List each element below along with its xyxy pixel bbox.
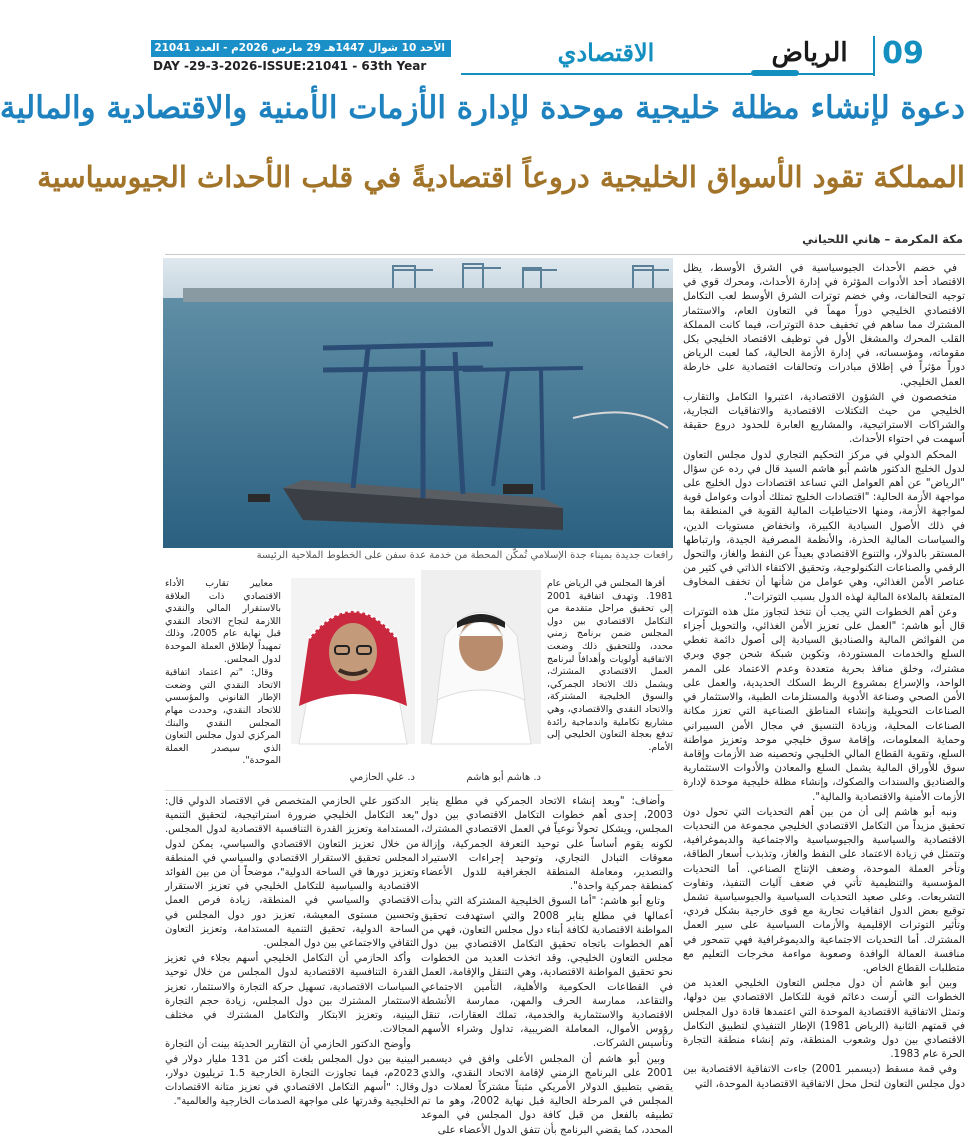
section-title: الاقتصادي [557,38,655,67]
paragraph: أقرها المجلس في الرياض عام 1981. وتهدف اتفاقية 2001 إلى تحقيق مراحل متقدمة من التكامل الاقتصادي بين دول المجلس ضمن برنامج زمني محدد، وللتحقيق ذلك وضعت الاتفاقية أولويات وأهدافاً لبرنامج العمل الاقتصادي المشترك، ويشمل ذلك الاتحاد الجمركي، والسوق الخليجية المشتركة، والاتحاد النقدي والاقتصادي، وهي مشاريع تكاملية واندماجية رائدة تدفع بعجلة التعاون الخليجي إلى الأمام. [547,578,673,753]
paragraph: متخصصون في الشؤون الاقتصادية، اعتبروا التكامل والتقارب الخليجي من حيث التكتلات الاقتصادية والاتفاقيات التجارية، والشراكات الاستراتيجية، والمشاريع العابرة للحدود دروع حقيقة أسهمت في احتواء الأحداث. [683,391,965,446]
portrait-caption: د. هاشم أبو هاشم [466,772,541,783]
newspaper-logo: الرياض [771,38,848,68]
article-column-middle-lower [421,795,673,1136]
paragraph: الدكتور علي الحازمي المتخصص في الاقتصاد الدولي قال: "يعد التكامل الخليجي ضرورة استراتيجية، لتحقيق التنمية المستدامة وتعزيز القدرة التنافسية الاقتصادية لدول المجلس. من خلال تعزيز التعاون الاقتصادي والسياسي، يمكن لدول المجلس تحقيق الاستقرار الاقتصادي والسياسي في المنطقة وتعزيز دورها في الساحة الدولية"، موضحاً أن من بين الفوائد الاقتصادية والسياسية للتكامل الخليجي في تعزيز الاستقرار الاقتصادي والسياسي في المنطقة، زيادة فرص العمل وتحسين مستوى المعيشة، تعزيز دور دول المجلس في الساحة الدولية، تحقيق التنمية المستدامة، وتعزيز التعاون الثقافي والاجتماعي بين دول المجلس. [165,796,419,950]
article-column-right [683,262,965,1090]
byline: مكة المكرمة – هاني اللحياني [802,232,963,246]
photo-caption: رافعات جديدة بميناء جدة الإسلامي تُمكّن المحطة من خدمة عدة سفن على الخطوط الملاحية الرئيسة [256,550,673,561]
section-divider [165,790,673,791]
portrait-hashem-abu-hashem [421,570,541,744]
paragraph: وبين أبو هاشم أن دول مجلس التعاون الخليجي العديد من الخطوات التي أرست دعائم قوية للتكامل الاقتصادي بين دولها، وتمثل الاتفاقية الاقتصادية الموحدة التي اعتمدها قادة دول المجلس في قمتهم الثانية (الرياض 1981) الإطار التنفيذي لتطبيق التكامل الاقتصادي بين دول وشعوب المنطقة، وتم إنشاء منطقة التجارة الحرة عام 1983. [683,978,965,1061]
logo-accent-mark [751,70,799,76]
portrait-caption: د. علي الحازمي [349,772,415,783]
paragraph: وأكد الحازمي أن التكامل الخليجي أسهم بجلاء في تعزيز القدرة التنافسية الاقتصادية لدول المجلس من خلال توحيد السياسات الاقتصادية، تسهيل حركة التجارة والاستثمار، تعزيز الاستثمار المشترك بين دول المجلس، زيادة حجم التجارة البينية، وتعزيز الابتكار والتكامل المشترك في مختلف المجالات. [165,953,419,1036]
date-line-english: DAY -29-3-2026-ISSUE:21041 - 63th Year [153,59,427,73]
page-number: 09 [873,36,931,76]
port-cranes-photo [163,258,673,548]
paragraph: في خضم الأحداث الجيوسياسية في الشرق الأوسط، يظل الاقتصاد أحد الأدوات المؤثرة في إدارة الأحداث، ومحرك قوي في توجيه التحالفات، وفي خضم توترات الشرق الأوسط لعب التكامل الاقتصادي الخليجي دوراً مهماً في التعاون العام، والاستثمار المشترك مما ساهم في تخفيف حدة التوترات، فيما كانت المملكة القلب المحرك والمشغل الأول في توظيف الاقتصاد الخليجي بكل مقوماته، ومؤسساته، في إدارة الأزمة الحالية، كما لعبت الرياض دوراً مؤثراً في إطلاق مبادرات وتحالفات اقتصادية على خارطة العمل الخليجي. [683,263,965,388]
paragraph: وبين أبو هاشم أن المجلس الأعلى وافق في ديسمبر 2001 على البرنامج الزمني لإقامة الاتحاد النقدي، والذي يقضي بتطبيق الدولار الأمريكي مثبتاً مشتركاً لعملات دول المجلس في المرحلة الحالية قبل نهاية 2002، وهو ما تم تطبيقه بالفعل من قبل كافة دول المجلس في الموعد المحدد، كما يقضي البرنامج بأن تتفق الدول الأعضاء على [421,1053,673,1136]
article-column-left-top [165,578,281,788]
paragraph: وفي قمة مسقط (ديسمبر 2001) جاءت الاتفاقية الاقتصادية بين دول مجلس التعاون لتحل محل الاتفاقية الاقتصادية الموحدة، التي [683,1064,965,1090]
paragraph: وقال: "تم اعتماد اتفاقية الاتحاد النقدي التي وضعت الإطار القانوني والمؤسسي للاتحاد النقدي، وحددت مهام المجلس النقدي والبنك المركزي لدول مجلس التعاون الذي سيصدر العملة الموحدة". [165,667,281,767]
paragraph: وعن أهم الخطوات التي يجب أن تتخذ لتجاوز مثل هذه التوترات قال أبو هاشم: "العمل على تعزيز الأمن الغذائي، والتحويل أجزاء من الفوائض المالية والصناديق السيادية إلى أصول دائمة تغطي السلع والخدمات المستوردة، وتكوين شبكة شحن جوي وبري مشترك، وخلق منافذ بحرية متعددة وعدم الاعتماد على الممر الواحد، والإسراع بمشروع الربط السكك الحديدية، والعمل على الأمن الصحي وصناعة الأدوية والمستلزمات الطبية، والاستثمار في الصناعات التحويلية وإنشاء المناطق الصناعية التي تعزز مكانة الصناعات المحلية، وزيادة التنسيق في مجال الأمن السيبراني وحماية المعلومات، وإقامة سوق خليجي موحد وتعزيز مواطنة السلع، وتقوية القطاع المالي الخليجي وتحصينه ضد الأزمات وإقامة سوق للأوراق المالية يشمل السلع والمعادن والأدوات الاستثمارية والصناديق والسندات والصكوك، وإنشاء مظلة خليجية موحدة لإدارة الأزمات الأمنية والاقتصادية والمالية". [683,606,965,803]
top-bar [151,0,977,36]
paragraph: وتابع أبو هاشم: "أما السوق الخليجية المشتركة التي بدأت أعمالها في مطلع يناير 2008 والتي استهدفت تحقيق المواطنة الاقتصادية لكافة أبناء دول مجلس التعاون، فهي من أهم الخطوات باتجاه تحقيق التكامل الاقتصادي بين دول مجلس التعاون الخليجي. وقد اتخذت العديد من الخطوات نحو تحقيق المواطنة الاقتصادية، وهي التنقل والإقامة، العمل في القطاعات الحكومية والأهلية، التأمين الاجتماعي والتقاعد، ممارسة الحرف والمهن، ممارسة الأنشطة الاقتصادية والاستثمارية والخدمية، تملك العقارات، تنقل رؤوس الأموال، المعاملة الضريبية، تداول وشراء الأسهم وتأسيس الشركات. [421,896,673,1050]
headline: دعوة لإنشاء مظلة خليجية موحدة لإدارة الأزمات الأمنية والاقتصادية والمالية [0,90,965,126]
paragraph: وأوضح الدكتور الحازمي أن التقارير الحديثة بينت أن التجارة البينية بين دول المجلس بلغت أكثر من 131 مليار دولار في 2023م، فيما تجاوزت التجارة الخارجية 1.5 تريليون دولار، وقال: "أسهم التكامل الاقتصادي في تعزيز متانة الاقتصادات الخليجية وقدرتها على مواجهة الصدمات الخارجية والعالمية". [165,1039,419,1108]
article-column-middle-top [547,578,673,788]
paragraph: معايير تقارب الأداء الاقتصادي ذات العلاقة بالاستقرار المالي والنقدي اللازمة لنجاح الاتحاد النقدي قبل نهاية عام 2005، وذلك تمهيداً لإطلاق العملة الموحدة لدول المجلس. [165,578,282,665]
article-column-left-lower [165,795,419,1108]
date-line-arabic: الأحد 10 شوال 1447هـ 29 مارس 2026م - العدد 21041 - السنة الثالثة [151,40,451,57]
byline-divider [165,254,965,255]
paragraph: المحكم الدولي في مركز التحكيم التجاري لدول مجلس التعاون لدول الخليج الدكتور هاشم أبو هاشم السيد قال في رده عن سؤال "الرياض" عن أهم العوامل التي تساعد اقتصادات دول الخليج على مواجهة الأزمة الحالية: "اقتصادات الخليج تمتلك أدوات وعوامل قوية لمواجهة الأزمة، ومنها الاحتياطيات المالية القوية في المنطقة بما في ذلك الأصول السيادية الكبيرة، وانخفاض مستويات الدين، والسياسات المالية الحذرة، والأنظمة المصرفية الجيدة، وارتباطها المستقر بالدولار، والتنوع الاقتصادي بعيداً عن النفط والغاز، والتحول الرقمي والصناعات التكنولوجية، وتحقيق الاكتفاء الذاتي في كثير من عناصر الأمن الغذائي، وهي عوامل من شأنها أن تخفف المخاوف المتعلقة بالملاءة المالية لهذه الدول بسبب التوترات". [683,449,965,603]
paragraph: ونبه أبو هاشم إلى أن من بين أهم التحديات التي تحول دون تحقيق مزيداً من التكامل الاقتصادي الخليجي مجموعة من التحديات الاقتصادية والسياسية والجيوسياسية والاجتماعية والديموغرافية، وتتمثل في زيادة الاعتماد على النفط والغاز، وتذبذب أسعار الطاقة، وتأخر العملة الموحدة، وضعف الإنتاج الصناعي. أما التحديات المؤسسية والتنظيمية تأتي في ضعف آليات التنفيذ، وتفاوت التشريعات. وعلى صعيد التحديات السياسية والجيوسياسية تشمل توقيع بعض الدول اتفاقيات تجارية مع قوى خارجية بشكل فردي، وتأثير التوترات الإقليمية والأزمات السياسية على سير العمل المشترك. أما التحديات الاجتماعية والديموغرافية فهي تتمحور في منافسة العمالة الوافدة وصعوبة مواءمة مخرجات التعليم مع متطلبات القطاع الخاص. [683,806,965,974]
subheadline: المملكة تقود الأسواق الخليجية دروعاً اقتصاديةً في قلب الأحداث الجيوسياسية [37,160,965,194]
portrait-ali-alhazmi [291,578,415,744]
paragraph: وأضاف: "ويعد إنشاء الاتحاد الجمركي في مطلع يناير 2003، إحدى أهم خطوات التكامل الاقتصادي بين دول المجلس، ويشكل تحولاً نوعياً في العمل الاقتصادي المشترك، لكونه يقوم أساساً على توحيد التعرفة الجمركية، وإزالة معوقات التبادل التجاري، وتوحيد إجراءات الاستيراد والتصدير، ومعاملة المنطقة الجغرافية للدول الأعضاء كمنطقة جمركية واحدة". [421,796,673,893]
